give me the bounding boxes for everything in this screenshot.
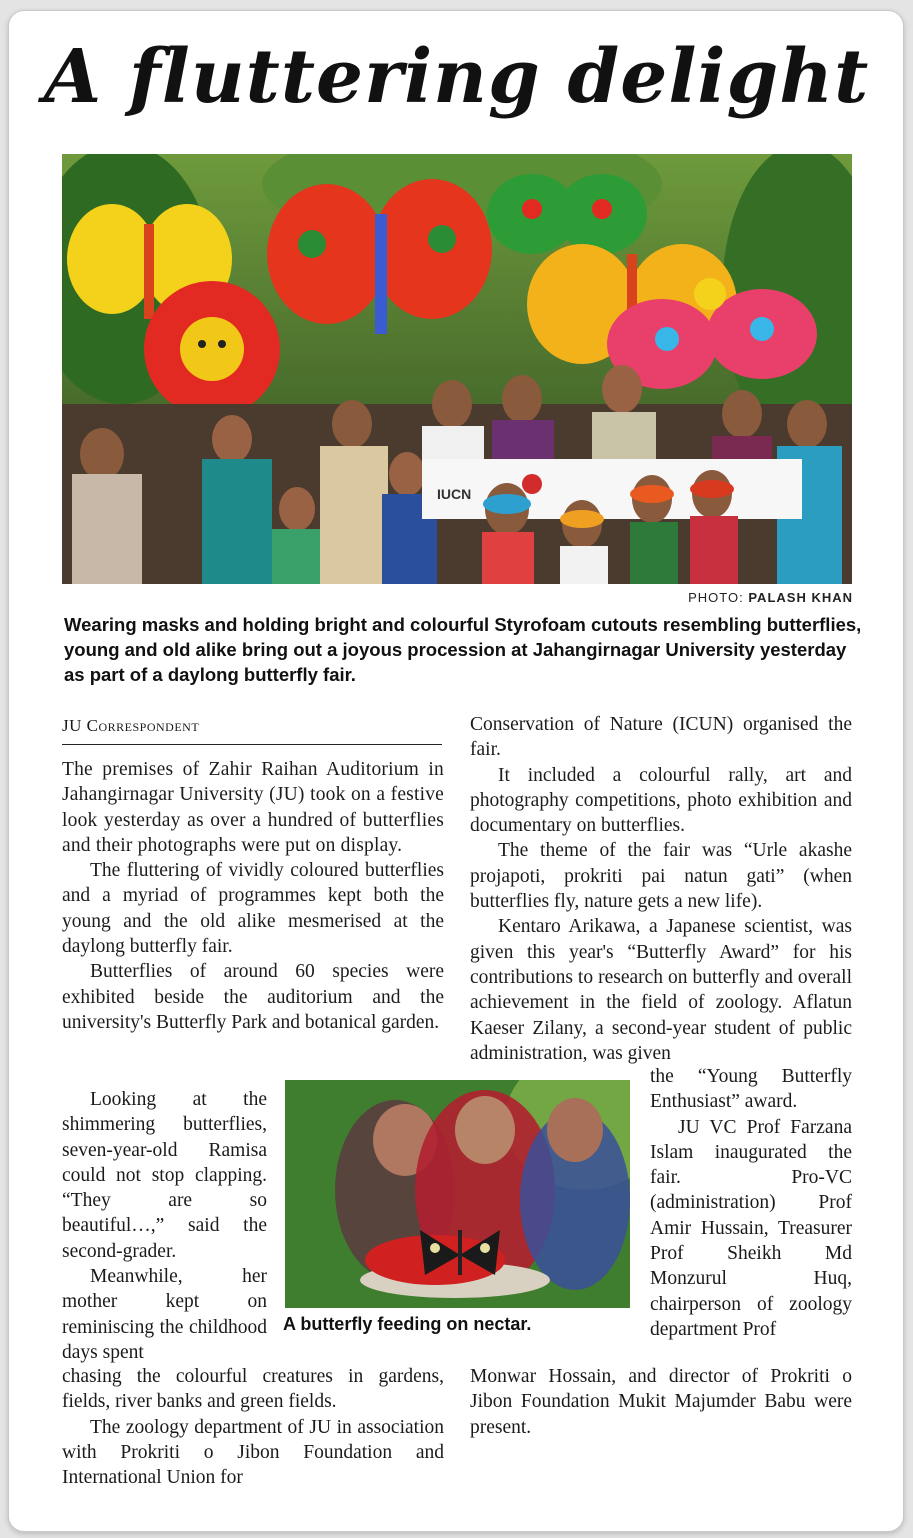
column-right-bottom bbox=[470, 1364, 852, 1440]
photo-credit-name: PALASH KHAN bbox=[748, 590, 853, 605]
butterfly-inset-photo bbox=[285, 1080, 630, 1308]
column-right bbox=[470, 712, 852, 1066]
paragraph: Kentaro Arikawa, a Japanese scientist, was given this year's “Butterfly Award” for his contributions to research on butterfly and overall achievement in the field of zoology. Aflatun Kaeser Zilany, a second-year student of public administration, was given bbox=[470, 916, 852, 1064]
procession-photo-illustration bbox=[62, 154, 852, 584]
butterfly-inset-illustration bbox=[285, 1080, 630, 1308]
paragraph: The zoology department of JU in association with Prokriti o Jibon Foundation and International Union for bbox=[62, 1416, 444, 1489]
photo-credit-prefix: PHOTO: bbox=[688, 590, 749, 605]
paragraph: Conservation of Nature (ICUN) organised the fair. bbox=[470, 714, 852, 761]
paragraph: The premises of Zahir Raihan Auditorium in Jahangirnagar University (JU) took on a festive look yesterday as over a hundred of butterflies and their photographs were put on display. bbox=[62, 759, 444, 856]
photo-credit bbox=[688, 590, 853, 605]
paragraph: JU VC Prof Farzana Islam inaugurated the fair. Pro-VC (administration) Prof Amir Hussain, Treasurer Prof Sheikh Md Monzurul Huq, chairperson of zoology department Prof bbox=[650, 1116, 852, 1340]
paragraph: The theme of the fair was “Urle akashe projapoti, prokriti pai natun gati” (when butterflies fly, nature gets a new life). bbox=[470, 840, 852, 913]
paragraph: chasing the colourful creatures in gardens, fields, river banks and green fields. bbox=[62, 1366, 444, 1413]
column-left bbox=[62, 757, 444, 1035]
banner-text: IUCN bbox=[437, 486, 472, 502]
column-right-wrap bbox=[650, 1064, 852, 1342]
paragraph: Meanwhile, her mother kept on reminiscing the childhood days spent bbox=[62, 1266, 267, 1363]
paragraph: the “Young Butterfly Enthusiast” award. bbox=[650, 1066, 852, 1113]
headline: A fluttering delight bbox=[43, 34, 870, 120]
byline: JU Correspondent bbox=[62, 716, 442, 745]
paragraph: Monwar Hossain, and director of Prokriti o Jibon Foundation Mukit Majumder Babu were present. bbox=[470, 1366, 852, 1438]
paragraph: It included a colourful rally, art and photography competitions, photo exhibition and documentary on butterflies. bbox=[470, 764, 852, 837]
paragraph: Butterflies of around 60 species were exhibited beside the auditorium and the university's Butterfly Park and botanical garden. bbox=[62, 961, 444, 1033]
procession-photo bbox=[62, 154, 852, 584]
paragraph: Looking at the shimmering butterflies, seven-year-old Ramisa could not stop clapping. “They are so beautiful…,” said the second-grader. bbox=[62, 1089, 267, 1262]
inset-caption: A butterfly feeding on nectar. bbox=[283, 1314, 532, 1334]
column-left-wrap bbox=[62, 1087, 267, 1365]
paragraph: The fluttering of vividly coloured butterflies and a myriad of programmes kept both the young and the old alike mesmerised at the daylong butterfly fair. bbox=[62, 860, 444, 958]
flower-cutout bbox=[144, 281, 280, 417]
column-left-bottom bbox=[62, 1364, 444, 1490]
photo-caption: Wearing masks and holding bright and colourful Styrofoam cutouts resembling butterflies, young and old alike bring out a joyous procession at Jahangirnagar University yesterday as part of a daylong butterfly fair. bbox=[64, 614, 862, 685]
